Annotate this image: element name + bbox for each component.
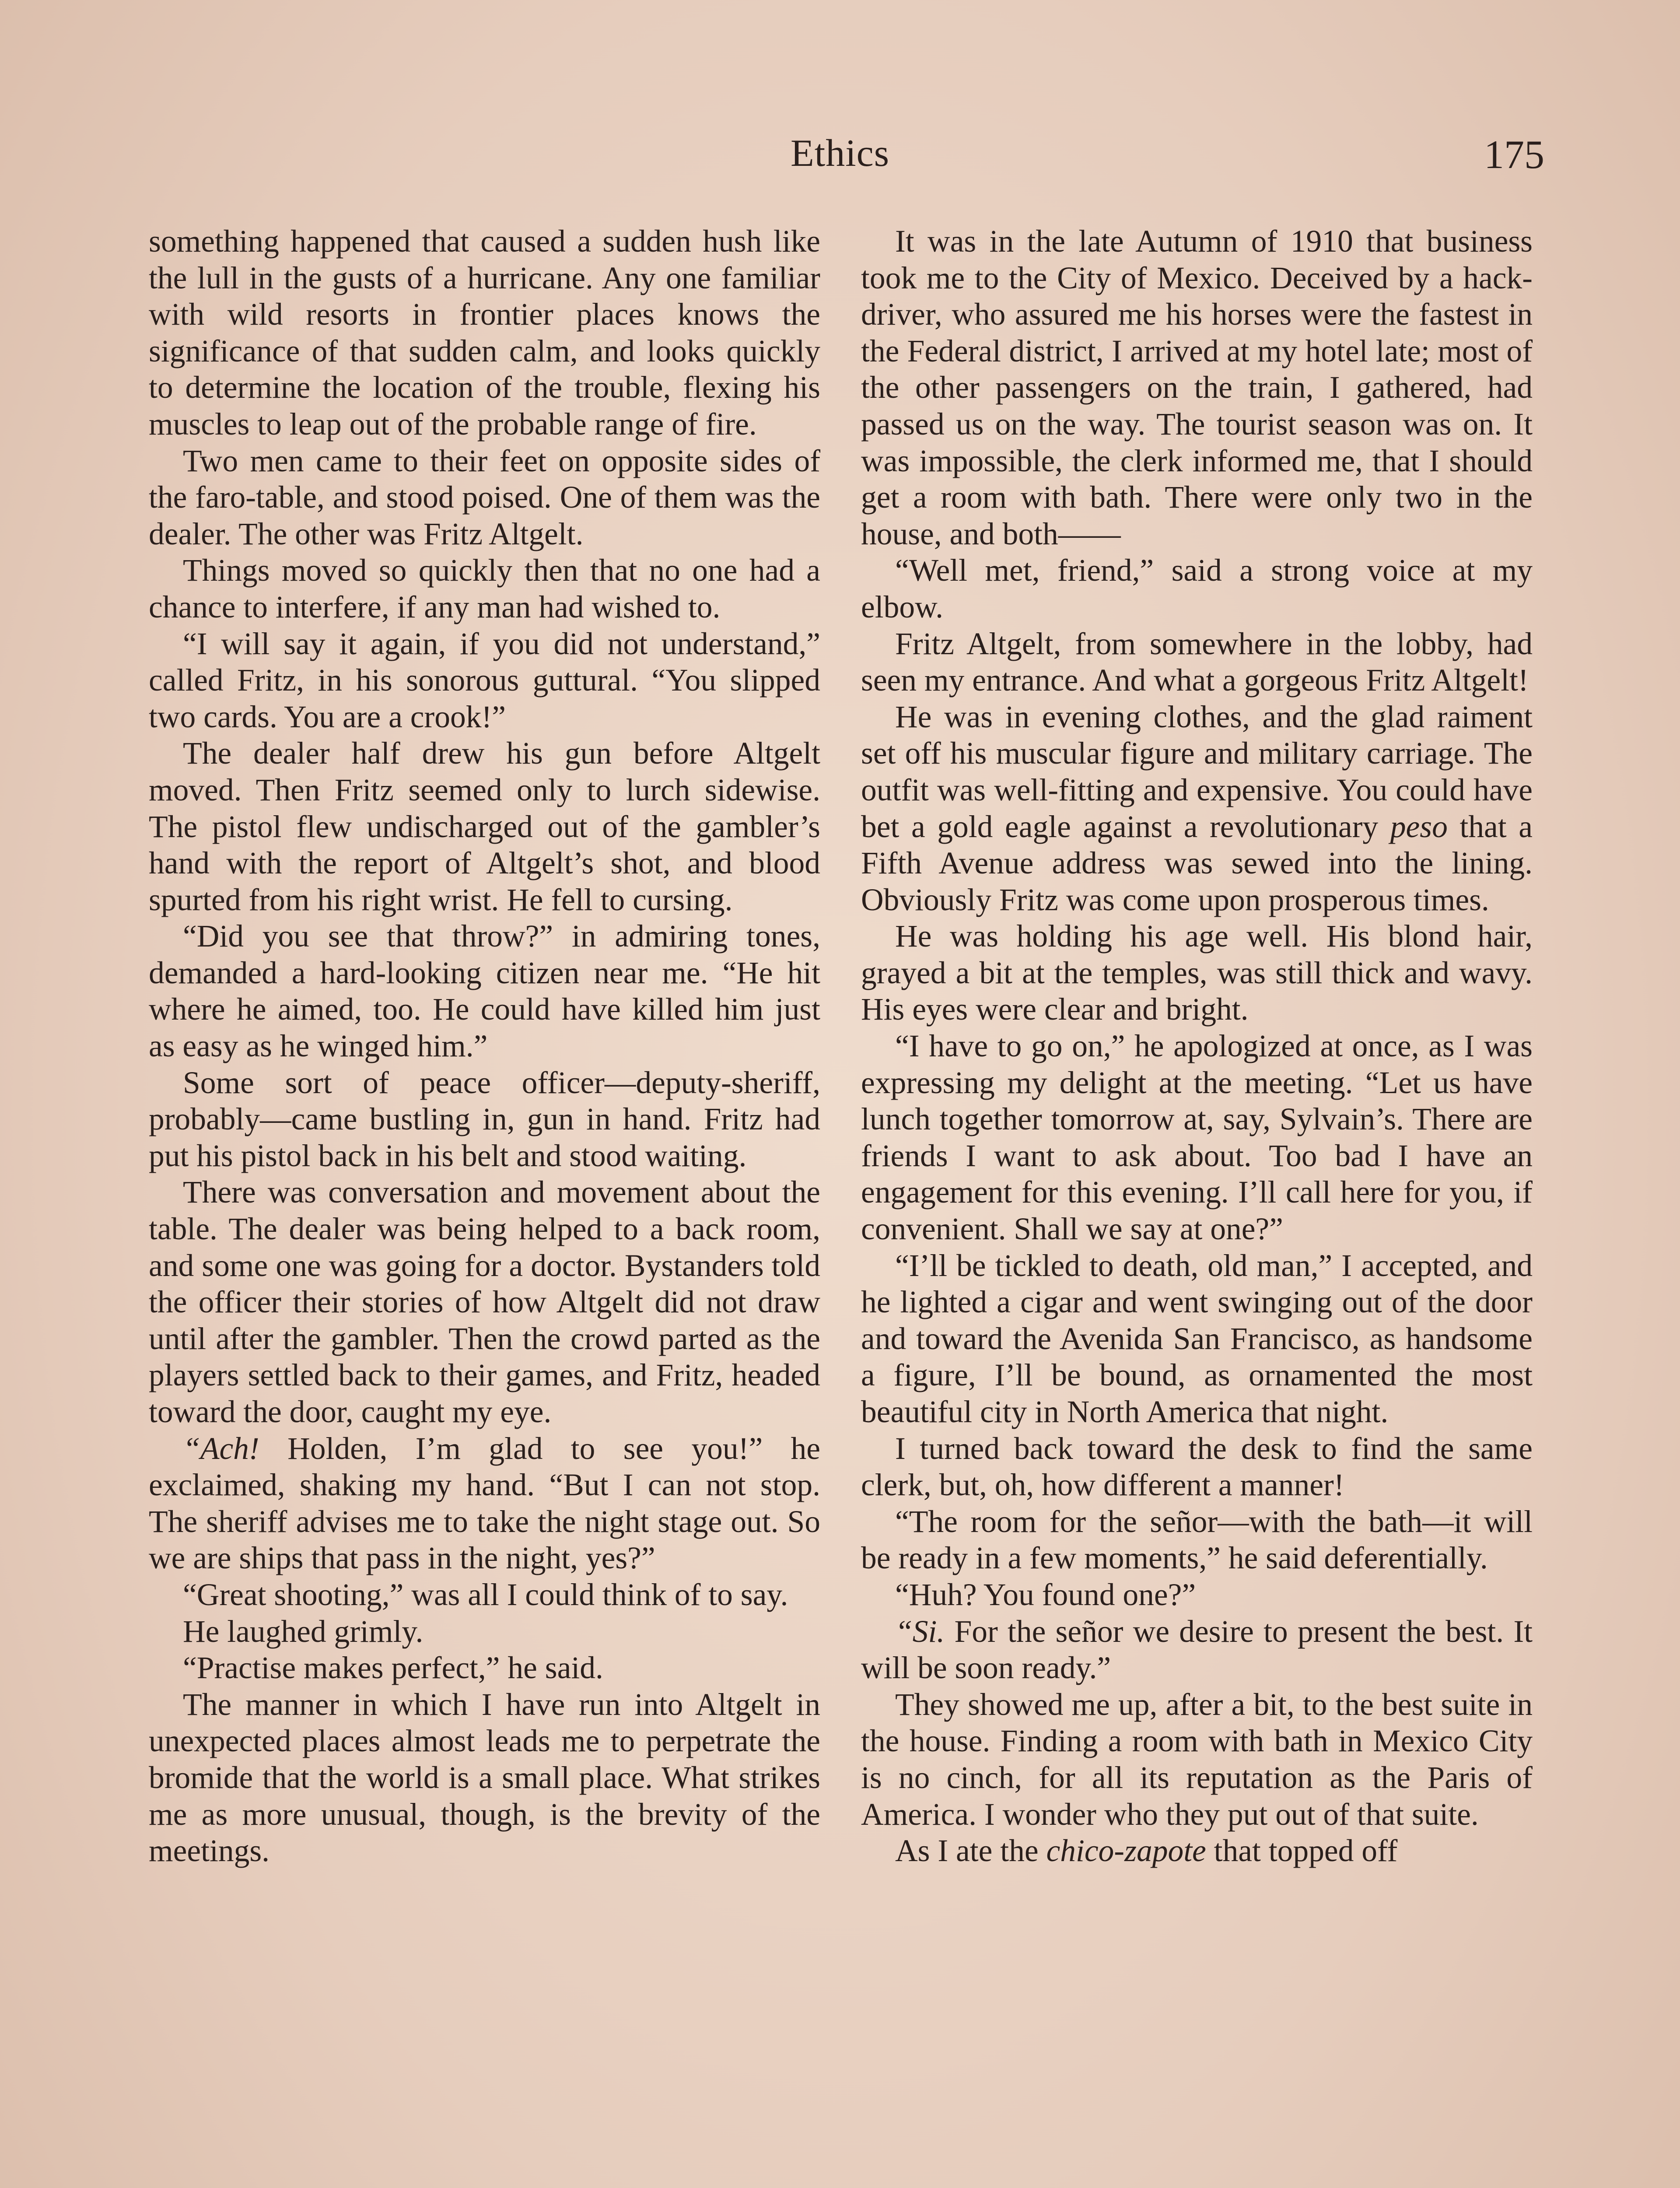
paragraph-text: As I ate the — [895, 1834, 1046, 1869]
paragraph — [149, 1613, 820, 1650]
paragraph-text: Holden, I’m glad to see you!” he exclaimed, shaking my hand. “But I can not stop. The sheriff advises me to take the night stage out. So we are ships that pass in the night, yes?” — [149, 1431, 820, 1576]
paragraph — [149, 1577, 820, 1613]
paragraph-text: “Practise makes perfect,” he said. — [183, 1651, 603, 1686]
paragraph-text: He was in evening clothes, and the glad raiment set off his muscular figure and military carriage. The outfit was well-fitting and expensive. You could have bet a gold eagle against a revolutionary — [861, 699, 1533, 844]
paragraph-text: I turned back toward the desk to find the same clerk, but, oh, how different a manner! — [861, 1431, 1533, 1503]
paragraph-text: “Did you see that throw?” in admiring tones, demanded a hard-looking citizen near me. “He hit where he aimed, too. He could have killed him just as easy as he winged him.” — [149, 919, 820, 1064]
paragraph — [149, 735, 820, 918]
paragraph — [149, 552, 820, 625]
paragraph-text: Some sort of peace officer—deputy-sheriff, probably—came bustling in, gun in hand. Fritz had put his pistol back in his belt and stood waiting. — [149, 1065, 820, 1173]
paragraph — [861, 1028, 1533, 1248]
paragraph-text: Fritz Altgelt, from somewhere in the lobby, had seen my entrance. And what a gorgeous Fritz Altgelt! — [861, 626, 1533, 698]
italic-text: chico-zapote — [1046, 1834, 1206, 1869]
paragraph-text: that topped off — [1206, 1834, 1398, 1869]
paragraph — [149, 1431, 820, 1577]
paragraph-text: “I have to go on,” he apologized at once, as I was expressing my delight at the meeting. “Let us have lunch together tomorrow at, say, Sylvain’s. There are friends I want to ask about. Too bad I have an engagement for this evening. I’ll call here for you, if convenient. Shall we say at one?” — [861, 1029, 1533, 1247]
paragraph — [861, 552, 1533, 625]
paragraph — [861, 1613, 1533, 1687]
paragraph — [861, 1431, 1533, 1504]
paragraph-text: It was in the late Autumn of 1910 that business took me to the City of Mexico. Deceived by a hack-driver, who assured me his horses were the fastest in the Federal district, I arrived at my hotel late; most of the other passengers on the train, I gathered, had passed us on the way. The tourist season was on. It was impossible, the clerk informed me, that I should get a room with bath. There were only two in the house, and both—— — [861, 224, 1533, 551]
italic-text: peso — [1390, 809, 1448, 844]
paragraph — [861, 1248, 1533, 1431]
paragraph-text: “Huh? You found one?” — [895, 1577, 1196, 1612]
paragraph — [149, 1174, 820, 1430]
paragraph — [861, 699, 1533, 919]
paragraph — [861, 918, 1533, 1028]
paragraph-text: Two men came to their feet on opposite sides of the faro-table, and stood poised. One of them was the dealer. The other was Fritz Altgelt. — [149, 443, 820, 551]
paragraph-text: They showed me up, after a bit, to the best suite in the house. Finding a room with bath in Mexico City is no cinch, for all its reputation as the Paris of America. I wonder who they put out of that suite. — [861, 1687, 1533, 1832]
paragraph — [149, 223, 820, 443]
paragraph — [149, 443, 820, 553]
paragraph-text: that a Fifth Avenue address was sewed into the lining. Obviously Fritz was come upon prosperous times. — [861, 809, 1533, 917]
paragraph-text: “Well met, friend,” said a strong voice at my elbow. — [861, 553, 1533, 624]
paragraph-text: “I will say it again, if you did not understand,” called Fritz, in his sonorous guttural. “You slipped two cards. You are a crook!” — [149, 626, 820, 734]
paragraph — [861, 1833, 1533, 1869]
right-text-column — [861, 223, 1533, 1869]
paragraph — [149, 918, 820, 1064]
paragraph — [861, 223, 1533, 552]
italic-text: “Ach! — [183, 1431, 259, 1466]
page-header — [0, 127, 1680, 188]
paragraph-text: “I’ll be tickled to death, old man,” I accepted, and he lighted a cigar and went swinging out of the door and toward the Avenida San Francisco, as handsome a figure, I’ll be bound, as ornamented the most beautiful city in North America that night. — [861, 1248, 1533, 1429]
paragraph-text: “The room for the señor—with the bath—it will be ready in a few moments,” he said deferentially. — [861, 1504, 1533, 1576]
paragraph — [149, 1650, 820, 1687]
paragraph — [861, 1577, 1533, 1613]
paragraph — [149, 1065, 820, 1175]
paragraph — [861, 1504, 1533, 1577]
italic-text: “Si. — [895, 1614, 945, 1649]
paragraph-text: He was holding his age well. His blond hair, grayed a bit at the temples, was still thick and wavy. His eyes were clear and bright. — [861, 919, 1533, 1027]
paragraph — [861, 626, 1533, 699]
paragraph-text: “Great shooting,” was all I could think of to say. — [183, 1577, 788, 1612]
running-title: Ethics — [791, 132, 889, 175]
paragraph-text: Things moved so quickly then that no one had a chance to interfere, if any man had wished to. — [149, 553, 820, 624]
paragraph — [861, 1687, 1533, 1833]
paragraph-text: The dealer half drew his gun before Altgelt moved. Then Fritz seemed only to lurch sidewise. The pistol flew undischarged out of the gambler’s hand with the report of Altgelt’s shot, and blood spurted from his right wrist. He fell to cursing. — [149, 736, 820, 917]
paragraph — [149, 626, 820, 736]
paragraph-text: The manner in which I have run into Altgelt in unexpected places almost leads me to perpetrate the bromide that the world is a small place. What strikes me as more unusual, though, is the brevity of the meetings. — [149, 1687, 820, 1869]
paragraph — [149, 1687, 820, 1869]
page-number: 175 — [1484, 132, 1544, 177]
paragraph-text: something happened that caused a sudden hush like the lull in the gusts of a hurricane. Any one familiar with wild resorts in frontier places knows the significance of that sudden calm, and looks quickly to determine the location of the trouble, flexing his muscles to leap out of the probable range of fire. — [149, 224, 820, 442]
paragraph-text: For the señor we desire to present the best. It will be soon ready.” — [861, 1614, 1533, 1686]
paragraph-text: There was conversation and movement about the table. The dealer was being helped to a back room, and some one was going for a doctor. Bystanders told the officer their stories of how Altgelt did not draw until after the gambler. Then the crowd parted as the players settled back to their games, and Fritz, headed toward the door, caught my eye. — [149, 1175, 820, 1429]
left-text-column — [149, 223, 820, 1869]
paragraph-text: He laughed grimly. — [183, 1614, 424, 1649]
